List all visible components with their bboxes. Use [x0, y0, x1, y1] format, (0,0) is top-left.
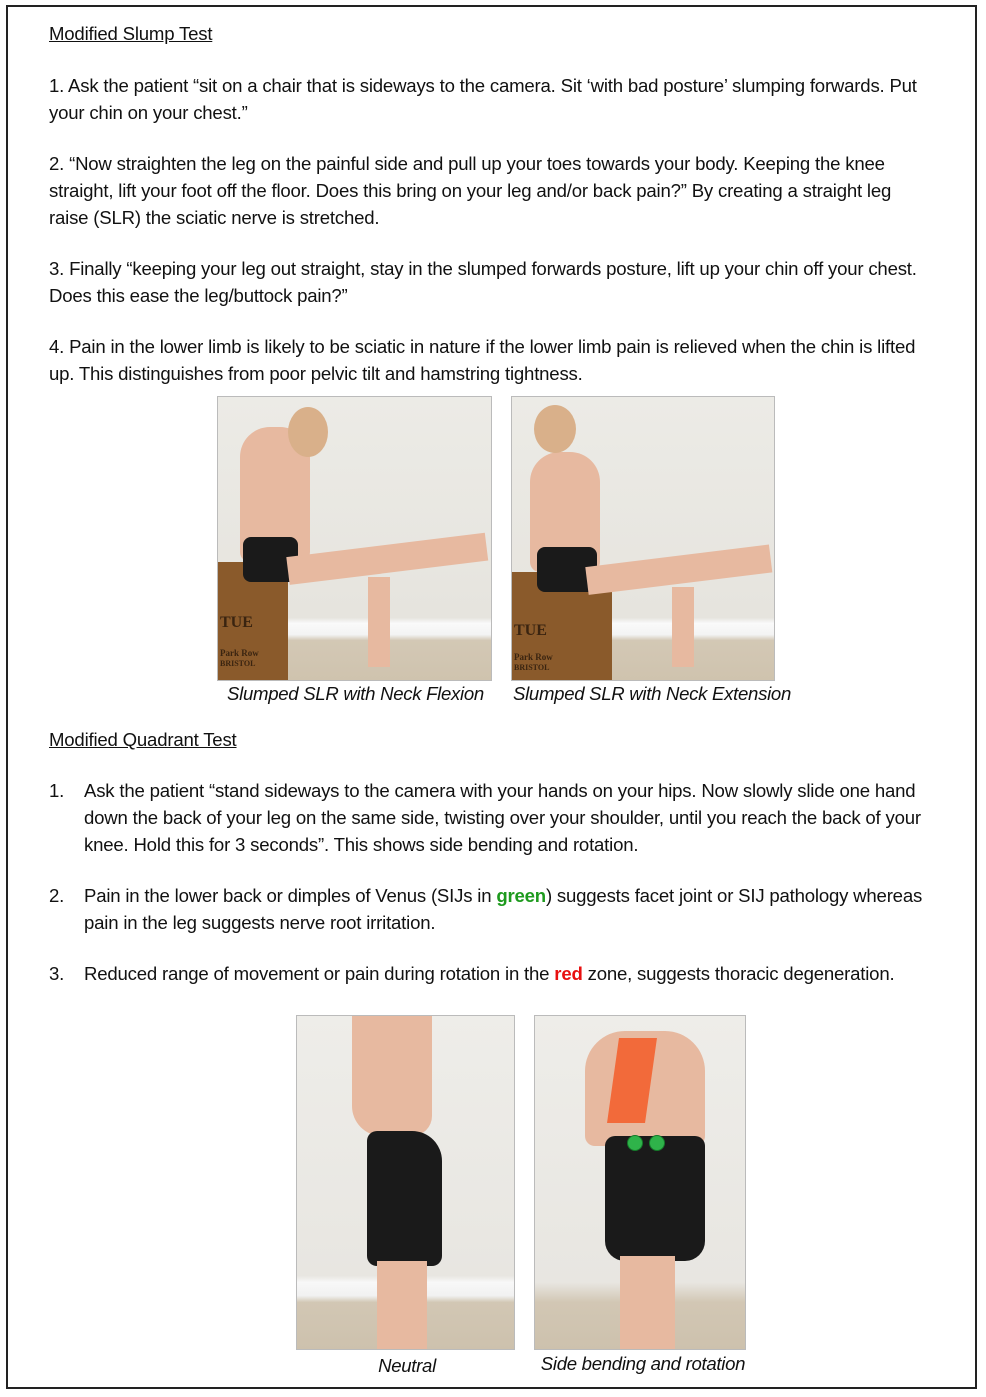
photo-slump-neck-extension — [511, 396, 775, 681]
legs — [377, 1261, 427, 1349]
slump-heading: Modified Slump Test — [49, 23, 213, 44]
slump-step-1: 1. Ask the patient “sit on a chair that is sideways to the camera. Sit ‘with bad posture’ slumping forwards. Put your chin on your chest.” — [49, 75, 917, 123]
red-keyword: red — [554, 963, 583, 984]
box-text-street: Park Row — [514, 652, 553, 662]
box-text-city: BRISTOL — [514, 663, 550, 672]
standing-leg — [672, 587, 694, 667]
green-sij-left — [627, 1135, 643, 1151]
legs — [620, 1256, 675, 1349]
box-text-city: BRISTOL — [220, 659, 256, 668]
photo-slump-neck-flexion — [217, 396, 492, 681]
box-text-street: Park Row — [220, 648, 259, 658]
caption-neck-extension: Slumped SLR with Neck Extension — [512, 683, 791, 704]
torso — [352, 1016, 432, 1136]
caption-neutral: Neutral — [378, 1355, 436, 1376]
photo-neutral — [296, 1015, 515, 1350]
slump-step-3: 3. Finally “keeping your leg out straight, stay in the slumped forwards posture, lift up your chin off your chest. Does this ease the leg/buttock pain?” — [49, 258, 917, 306]
photo-side-bending-rotation — [534, 1015, 746, 1350]
caption-side-bending: Side bending and rotation — [540, 1353, 746, 1374]
quadrant-heading: Modified Quadrant Test — [49, 729, 237, 750]
quadrant-step-3: 3. Reduced range of movement or pain during rotation in the red zone, suggests thoracic degeneration. — [49, 963, 895, 984]
green-sij-right — [649, 1135, 665, 1151]
head-blurred — [288, 407, 328, 457]
head-blurred — [534, 405, 576, 453]
shorts — [367, 1131, 442, 1266]
slump-step-2: 2. “Now straighten the leg on the painful side and pull up your toes towards your body. Keeping the knee straight, lift your foot off the floor. Does this bring on your leg and/or back pain?” By creating a straight leg raise (SLR) the sciatic nerve is stretched. — [49, 153, 892, 228]
quadrant-step-1: 1. Ask the patient “stand sideways to the camera with your hands on your hips. Now slowly slide one hand down the back of your leg on the same side, twisting over your shoulder, until you reach the back of your knee. Hold this for 3 seconds”. This shows side bending and rotation. — [49, 780, 921, 855]
standing-leg — [368, 577, 390, 667]
green-keyword: green — [496, 885, 546, 906]
box-text-brand: TUE — [220, 614, 253, 631]
slump-step-4: 4. Pain in the lower limb is likely to be sciatic in nature if the lower limb pain is relieved when the chin is lifted up. This distinguishes from poor pelvic tilt and hamstring tightness. — [49, 336, 916, 384]
caption-neck-flexion: Slumped SLR with Neck Flexion — [227, 683, 484, 704]
quadrant-step-2: 2. Pain in the lower back or dimples of Venus (SIJs in green) suggests facet joint or SIJ pathology whereas pain in the leg suggests nerve root irritation. — [49, 885, 923, 933]
box-text-brand: TUE — [514, 622, 547, 639]
shorts — [605, 1136, 705, 1261]
